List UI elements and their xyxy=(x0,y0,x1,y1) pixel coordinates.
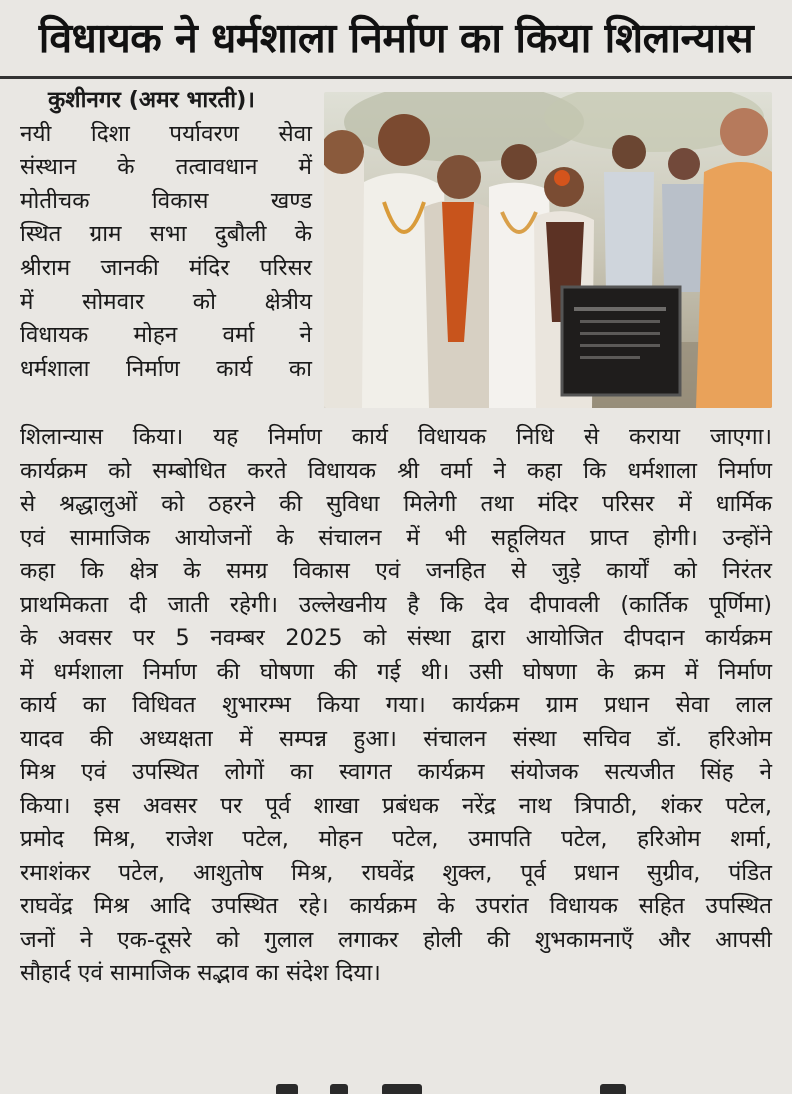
article-line: के अवसर पर 5 नवम्बर 2025 को संस्था द्वारा आयोजित दीपदान कार्यक्रम xyxy=(20,625,772,651)
article-column-text xyxy=(20,84,312,386)
article-line: जनों ने एक-दूसरे को गुलाल लगाकर होली की शुभकामनाएँ और आपसी xyxy=(20,926,772,953)
headline-divider xyxy=(0,76,792,79)
article-line: प्राथमिकता दी जाती रहेगी। उल्लेखनीय है कि देव दीपावली (कार्तिक पूर्णिमा) xyxy=(20,591,772,618)
article-line: प्रमोद मिश्र, राजेश पटेल, मोहन पटेल, उमापति पटेल, हरिओम शर्मा, xyxy=(20,826,772,852)
next-article-cutoff xyxy=(0,1080,792,1094)
headline: विधायक ने धर्मशाला निर्माण का किया शिलान्यास xyxy=(38,14,754,62)
article-line: राघवेंद्र मिश्र आदि उपस्थित रहे। कार्यक्रम के उपरांत विधायक सहित उपस्थित xyxy=(20,893,772,919)
article-line: सौहार्द एवं सामाजिक सद्भाव का संदेश दिया। xyxy=(20,960,381,986)
article-line: नयी दिशा पर्यावरण सेवा xyxy=(20,120,312,147)
article-line: मिश्र एवं उपस्थित लोगों का स्वागत कार्यक्रम संयोजक सत्यजीत सिंह ने xyxy=(20,759,772,785)
article-line: धर्मशाला निर्माण कार्य का xyxy=(20,355,312,382)
article-line: विधायक मोहन वर्मा ने xyxy=(20,322,312,349)
article-line: संस्थान के तत्वावधान में xyxy=(20,154,312,181)
article-line: में धर्मशाला निर्माण की घोषणा की गई थी। उसी घोषणा के क्रम में निर्माण xyxy=(20,658,772,685)
dateline: कुशीनगर (अमर भारती)। xyxy=(48,87,255,113)
article-line: एवं सामाजिक आयोजनों के संचालन में भी सहूलियत प्राप्त होगी। उन्होंने xyxy=(20,524,772,551)
article-line: किया। इस अवसर पर पूर्व शाखा प्रबंधक नरेंद्र नाथ त्रिपाठी, शंकर पटेल, xyxy=(20,792,772,819)
article-line: मोतीचक विकास खण्ड xyxy=(20,187,312,214)
article-line: श्रीराम जानकी मंदिर परिसर xyxy=(20,254,312,281)
article-line: यादव की अध्यक्षता में सम्पन्न हुआ। संचालन संस्था सचिव डॉ. हरिओम xyxy=(20,725,772,752)
news-photo-icon xyxy=(324,92,772,408)
article-line: रमाशंकर पटेल, आशुतोष मिश्र, राघवेंद्र शुक्ल, पूर्व प्रधान सुग्रीव, पंडित xyxy=(20,859,772,886)
article-line: में सोमवार को क्षेत्रीय xyxy=(20,288,312,315)
article-line: शिलान्यास किया। यह निर्माण कार्य विधायक निधि से कराया जाएगा। xyxy=(20,424,772,450)
article-line: स्थित ग्राम सभा दुबौली के xyxy=(20,221,312,248)
article-line: कार्य का विधिवत शुभारम्भ किया गया। कार्यक्रम ग्राम प्रधान सेवा लाल xyxy=(20,692,772,718)
article-line: कहा कि क्षेत्र के समग्र विकास एवं जनहित से जुड़े कार्यों को निरंतर xyxy=(20,558,772,584)
article-line: कार्यक्रम को सम्बोधित करते विधायक श्री वर्मा ने कहा कि धर्मशाला निर्माण xyxy=(20,457,772,484)
article-body-text xyxy=(20,421,772,991)
article-line: से श्रद्धालुओं को ठहरने की सुविधा मिलेगी तथा मंदिर परिसर में धार्मिक xyxy=(20,491,772,517)
